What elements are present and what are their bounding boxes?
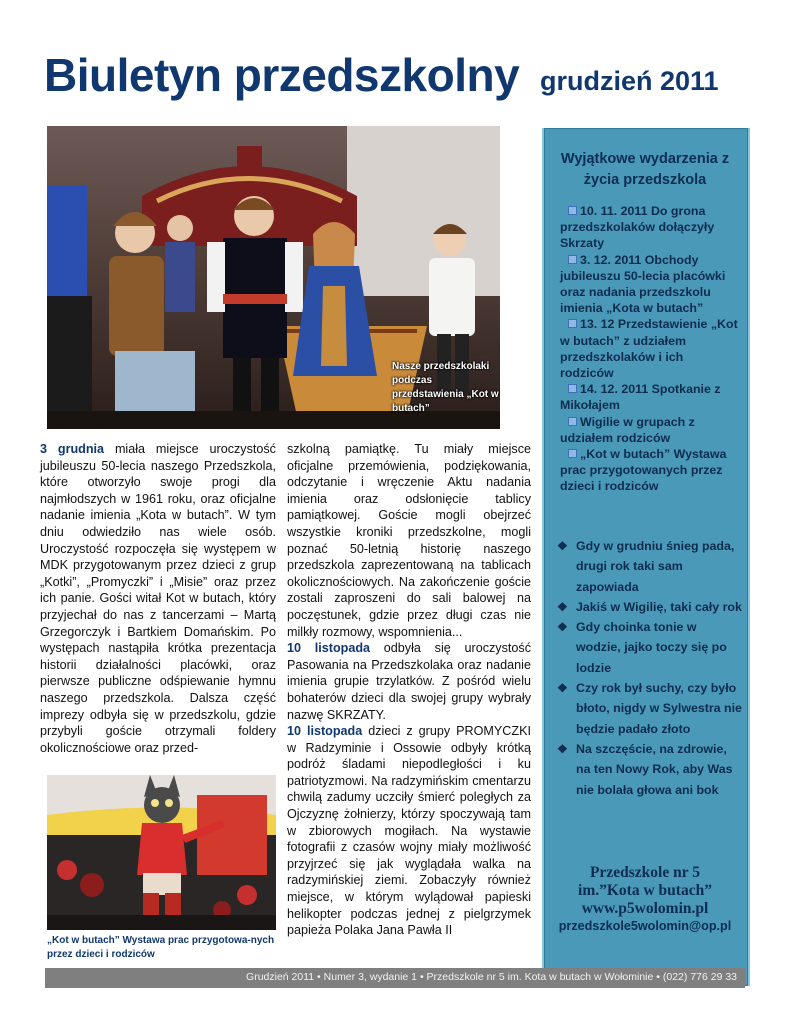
- proverb-item: ❖ Jakiś w Wigilię, taki cały rok: [554, 597, 742, 617]
- paragraph-lead: 3 grudnia: [40, 442, 105, 456]
- article-paragraph: [40, 441, 276, 756]
- issue-date: grudzień 2011: [540, 66, 719, 96]
- event-item: 3. 12. 2011 Obchody jubileuszu 50-lecia placówki oraz nadania przedszkolu imienia „Kota w butach”: [560, 252, 726, 316]
- proverbs-list: [554, 536, 742, 800]
- diamond-bullet-icon: ❖: [557, 681, 568, 696]
- proverb-item: ❖ Gdy choinka tonie w wodzie, jajko toczy się po lodzie: [554, 617, 742, 678]
- bullet-icon: [568, 319, 577, 328]
- event-item: 14. 12. 2011 Spotkanie z Mikołajem: [560, 382, 721, 413]
- paragraph-lead: 10 listopada: [287, 641, 371, 656]
- diamond-bullet-icon: ❖: [557, 741, 568, 756]
- article-paragraph: szkolną pamiątkę. Tu miały miejsce oficjalne przemówienia, podziękowania, odczytanie i wręczenie Aktu nadania imienia oraz odsłonięcie tablicy pamiątkowej. Goście mogli obejrzeć wszystkie kroniki przedszkolne, mogli poznać 50-letnią historię naszego przedszkola zaprezentowaną na tablicach okolicznościowych. Na zakończenie goście zostali zaproszeni do sali balowej na poczęstunek, gdzie przez długi czas nie milkły rozmowy, wspomnienia...: [287, 442, 531, 639]
- bullet-icon: [568, 255, 577, 264]
- proverb-item: ❖ Czy rok był suchy, czy było błoto, nigdy w Sylwestra nie będzie padało złoto: [554, 678, 742, 739]
- paragraph-lead: 10 listopada: [287, 724, 363, 739]
- newsletter-title: Biuletyn przedszkolny: [44, 49, 520, 101]
- diamond-bullet-icon: ❖: [557, 539, 568, 553]
- event-item: „Kot w butach” Wystawa prac przygotowanych przez dzieci i rodziców: [560, 447, 727, 494]
- bullet-icon: [568, 417, 577, 426]
- contact-block: [548, 864, 742, 933]
- event-item: 10. 11. 2011 Do grona przedszkolaków dołączyły Skrzaty: [560, 204, 715, 251]
- email-link[interactable]: przedszkole5wolomin@op.pl: [558, 919, 732, 933]
- paragraph-text: dzieci z grupy PROMYCZKI w Radzyminie i Ossowie odbyły krótką podróż śladami niepodległości i ku patriotyzmowi. Na radzymińskim cmentarzu chwilą zadumy uczciły śmierć poległych za Ojczyznę żołnierzy, którzy spoczywają tam w zbiorowych mogiłach. Na wystawie fotografii z czasów wojny miały możliwość przyjrzeć się jak wyglądała walka na radzymińskiej ziemi. Zobaczyły również miejsce, w którym wylądował papieski helikopter podczas jednej z pielgrzymek papieża Polaka Jana Pawła II: [287, 724, 531, 938]
- paragraph-text: miała miejsce uroczystość jubileuszu 50-lecia naszego Przedszkola, które otworzyło swoje progi dla najmłodszych w 1961 roku, oraz oficjalne nadanie imienia „Kota w butach”. W tym dniu odwiedziło nas wiele osób. Uroczystość rozpoczęła się występem w MDK przygotowanym przez dzieci z grup „Kotki”, „Promyczki” i „Misie” oraz przez ich panie. Gości witał Kot w butach, który przyjechał do nas z tancerzami – Martą Grzegorczyk i Bartkiem Domańskim. Po występach nastąpiła krótka prezentacja historii działalności placówki, oraz pierwsze publiczne odśpiewanie hymnu naszego przedszkola. Dalsza część imprezy odbyła się w przedszkolu, gdzie przybyli goście otrzymali foldery okolicznościowe oraz przed-: [40, 442, 276, 755]
- footer-text: Grudzień 2011 • Numer 3, wydanie 1 • Przedszkole nr 5 im. Kota w butach w Wołominie • (022) 776 29 33: [246, 971, 737, 983]
- photo-caption: „Kot w butach” Wystawa prac przygotowa-nych przez dzieci i rodziców: [47, 935, 275, 960]
- page-footer: [45, 968, 745, 988]
- sidebar-heading: Wyjątkowe wydarzenia z życia przedszkola: [560, 151, 730, 188]
- article-column-1: [40, 441, 276, 756]
- events-list: [560, 203, 740, 495]
- diamond-bullet-icon: ❖: [557, 620, 568, 635]
- diamond-bullet-icon: ❖: [557, 599, 568, 614]
- article-paragraph: [287, 640, 531, 723]
- website-link[interactable]: www.p5wolomin.pl: [581, 900, 709, 917]
- article-column-2: [287, 441, 531, 939]
- school-name: Przedszkole nr 5: [590, 864, 700, 881]
- bullet-icon: [568, 449, 577, 458]
- paragraph-text: odbyła się uroczystość Pasowania na Przedszkolaka oraz nadanie imienia grupie trzylatków. Z pośród wielu bohaterów dzieci dla swojej grupy wybrały nazwę SKRZATY.: [287, 641, 531, 722]
- article-paragraph: [287, 723, 531, 939]
- event-item: 13. 12 Przedstawienie „Kot w butach” z udziałem przedszkolaków i ich rodziców: [560, 317, 738, 381]
- bullet-icon: [568, 206, 577, 215]
- event-item: Wigilie w grupach z udziałem rodziców: [560, 414, 695, 445]
- exhibition-photo: [47, 775, 276, 930]
- bullet-icon: [568, 384, 577, 393]
- proverb-item: ❖ Na szczęście, na zdrowie, na ten Nowy Rok, aby Was nie bolała głowa ani bok: [554, 739, 742, 800]
- school-patron: im.”Kota w butach”: [578, 882, 712, 899]
- photo-caption: Nasze przedszkolaki podczas przedstawienia „Kot w butach”: [392, 361, 499, 414]
- proverb-item: ❖ Gdy w grudniu śnieg pada, drugi rok taki sam zapowiada: [554, 536, 742, 597]
